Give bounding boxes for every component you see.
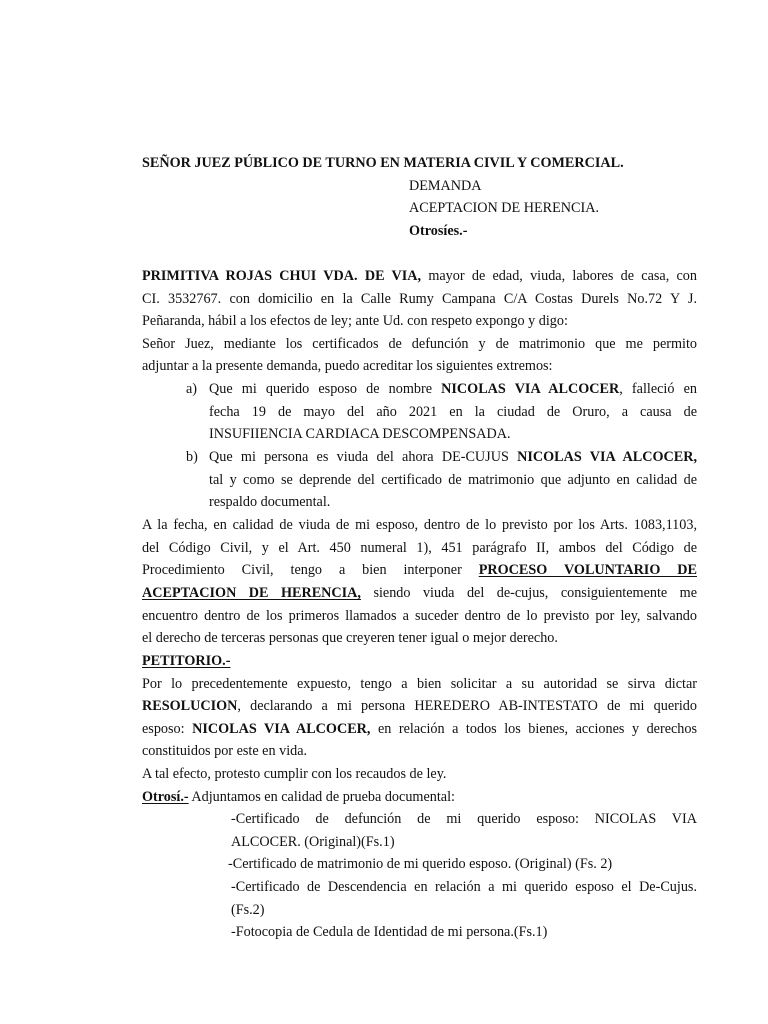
petitorio-line-3: esposo: NICOLAS VIA ALCOCER, en relación a todos los bienes, acciones y derechos (142, 721, 697, 737)
attachment-1-line-2: ALCOCER. (Original)(Fs.1) (231, 834, 395, 850)
intro-line-3: Peñaranda, hábil a los efectos de ley; ante Ud. con respeto expongo y digo: (142, 313, 568, 329)
petitorio-line-5: A tal efecto, protesto cumplir con los recaudos de ley. (142, 766, 447, 782)
intro-line-5: adjuntar a la presente demanda, puedo acreditar los siguientes extremos: (142, 358, 553, 374)
otrosies-label: Otrosíes.- (409, 223, 468, 239)
item-a-line-3: INSUFIIENCIA CARDIACA DESCOMPENSADA. (209, 426, 511, 442)
item-a-marker: a) (186, 381, 198, 397)
body-line-6: el derecho de terceras personas que creyeren tener igual o mejor derecho. (142, 630, 558, 646)
attachment-4: -Fotocopia de Cedula de Identidad de mi persona.(Fs.1) (231, 924, 548, 940)
petitorio-line-4: constituidos por este en vida. (142, 743, 308, 759)
document-type: DEMANDA (409, 178, 482, 194)
intro-line-2: CI. 3532767. con domicilio en la Calle Rumy Campana C/A Costas Durels No.72 Y J. (142, 291, 697, 307)
item-b-line-2: tal y como se deprende del certificado de matrimonio que adjunto en calidad de (209, 472, 697, 488)
item-a-line-1: Que mi querido esposo de nombre NICOLAS VIA ALCOCER, falleció en (209, 381, 697, 397)
attachment-3-line-1: -Certificado de Descendencia en relación a mi querido esposo el De-Cujus. (231, 879, 697, 895)
attachment-2: -Certificado de matrimonio de mi querido esposo. (Original) (Fs. 2) (228, 856, 613, 872)
court-heading: SEÑOR JUEZ PÚBLICO DE TURNO EN MATERIA CIVIL Y COMERCIAL. (142, 155, 624, 171)
body-line-4: ACEPTACION DE HERENCIA, siendo viuda del de-cujus, consiguientemente me (142, 585, 697, 601)
item-a-line-2: fecha 19 de mayo del año 2021 en la ciudad de Oruro, a causa de (209, 404, 697, 420)
intro-line-4: Señor Juez, mediante los certificados de defunción y de matrimonio que me permito (142, 336, 697, 352)
document-subject: ACEPTACION DE HERENCIA. (409, 200, 599, 216)
item-b-line-3: respaldo documental. (209, 494, 331, 510)
item-b-line-1: Que mi persona es viuda del ahora DE-CUJUS NICOLAS VIA ALCOCER, (209, 449, 698, 465)
otrosi-line: Otrosí.- Adjuntamos en calidad de prueba documental: (142, 789, 455, 805)
body-line-3: Procedimiento Civil, tengo a bien interponer PROCESO VOLUNTARIO DE (142, 562, 697, 578)
petitorio-title: PETITORIO.- (142, 653, 231, 669)
petitorio-line-1: Por lo precedentemente expuesto, tengo a bien solicitar a su autoridad se sirva dictar (142, 676, 697, 692)
body-line-2: del Código Civil, y el Art. 450 numeral 1), 451 parágrafo II, ambos del Código de (142, 540, 697, 556)
body-line-1: A la fecha, en calidad de viuda de mi esposo, dentro de lo previsto por los Arts. 1083,1103, (142, 517, 697, 533)
attachment-1-line-1: -Certificado de defunción de mi querido esposo: NICOLAS VIA (231, 811, 697, 827)
intro-line-1: PRIMITIVA ROJAS CHUI VDA. DE VIA, mayor de edad, viuda, labores de casa, con (142, 268, 697, 284)
body-line-5: encuentro dentro de los primeros llamados a suceder dentro de lo previsto por ley, salvando (142, 608, 697, 624)
petitorio-line-2: RESOLUCION, declarando a mi persona HEREDERO AB-INTESTATO de mi querido (142, 698, 697, 714)
attachment-3-line-2: (Fs.2) (231, 902, 265, 918)
item-b-marker: b) (186, 449, 198, 465)
